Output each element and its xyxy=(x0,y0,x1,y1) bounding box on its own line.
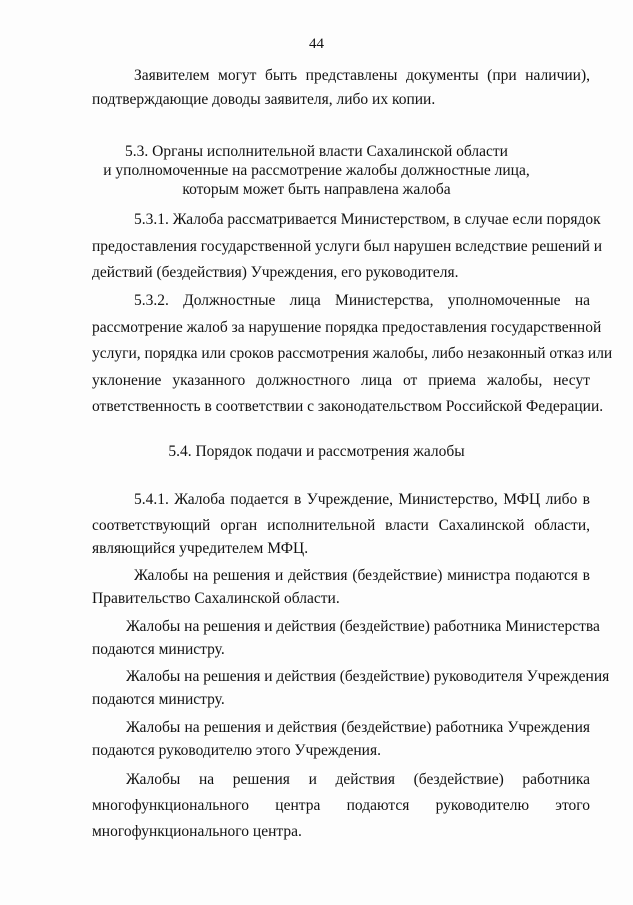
paragraph-line: подаются руководителю этого Учреждения. xyxy=(92,742,381,759)
paragraph-line: подтверждающие доводы заявителя, либо их копии. xyxy=(92,91,436,108)
section-heading-line: и уполномоченные на рассмотрение жалобы должностные лица, xyxy=(103,162,530,179)
page-number: 44 xyxy=(309,36,324,52)
paragraph-line: услуги, порядка или сроков рассмотрения жалобы, либо незаконный отказ или xyxy=(92,345,613,362)
paragraph-line: являющийся учредителем МФЦ. xyxy=(92,540,309,557)
section-heading: 5.4. Порядок подачи и рассмотрения жалобы xyxy=(168,443,465,460)
section-heading-line: которым может быть направлена жалоба xyxy=(182,181,451,198)
paragraph-line: предоставления государственной услуги был нарушен вследствие решений и xyxy=(92,238,603,255)
paragraph-line: уклонение указанного должностного лица от приема жалобы, несут xyxy=(92,372,590,389)
paragraph-line: Жалобы на решения и действия (бездействие) работника xyxy=(126,771,590,788)
paragraph-line: соответствующий орган исполнительной власти Сахалинской области, xyxy=(92,517,590,534)
paragraph-line: действий (бездействия) Учреждения, его руководителя. xyxy=(92,264,459,281)
paragraph-line: многофункционального центра подаются руководителю этого xyxy=(92,797,590,814)
paragraph-line: рассмотрение жалоб за нарушение порядка предоставления государственной xyxy=(92,319,602,336)
paragraph-line: подаются министру. xyxy=(92,691,225,708)
paragraph-line: Жалобы на решения и действия (бездействие) работника Учреждения xyxy=(126,719,590,736)
paragraph-line: 5.3.2. Должностные лица Министерства, уполномоченные на xyxy=(134,292,590,309)
paragraph-line: Правительство Сахалинской области. xyxy=(92,590,340,607)
paragraph-line: Жалобы на решения и действия (бездействие) министра подаются в xyxy=(134,567,590,584)
paragraph-line: подаются министру. xyxy=(92,641,225,658)
paragraph-line: Заявителем могут быть представлены документы (при наличии), xyxy=(134,67,590,84)
paragraph-line: 5.3.1. Жалоба рассматривается Министерством, в случае если порядок xyxy=(134,211,601,228)
paragraph-line: 5.4.1. Жалоба подается в Учреждение, Министерство, МФЦ либо в xyxy=(134,491,590,508)
paragraph-line: Жалобы на решения и действия (бездействие) работника Министерства xyxy=(126,618,600,635)
paragraph-line: Жалобы на решения и действия (бездействие) руководителя Учреждения xyxy=(126,668,610,685)
section-heading-line: 5.3. Органы исполнительной власти Сахалинской области xyxy=(125,143,508,160)
paragraph-line: многофункционального центра. xyxy=(92,823,302,840)
paragraph-line: ответственность в соответствии с законодательством Российской Федерации. xyxy=(92,398,604,415)
